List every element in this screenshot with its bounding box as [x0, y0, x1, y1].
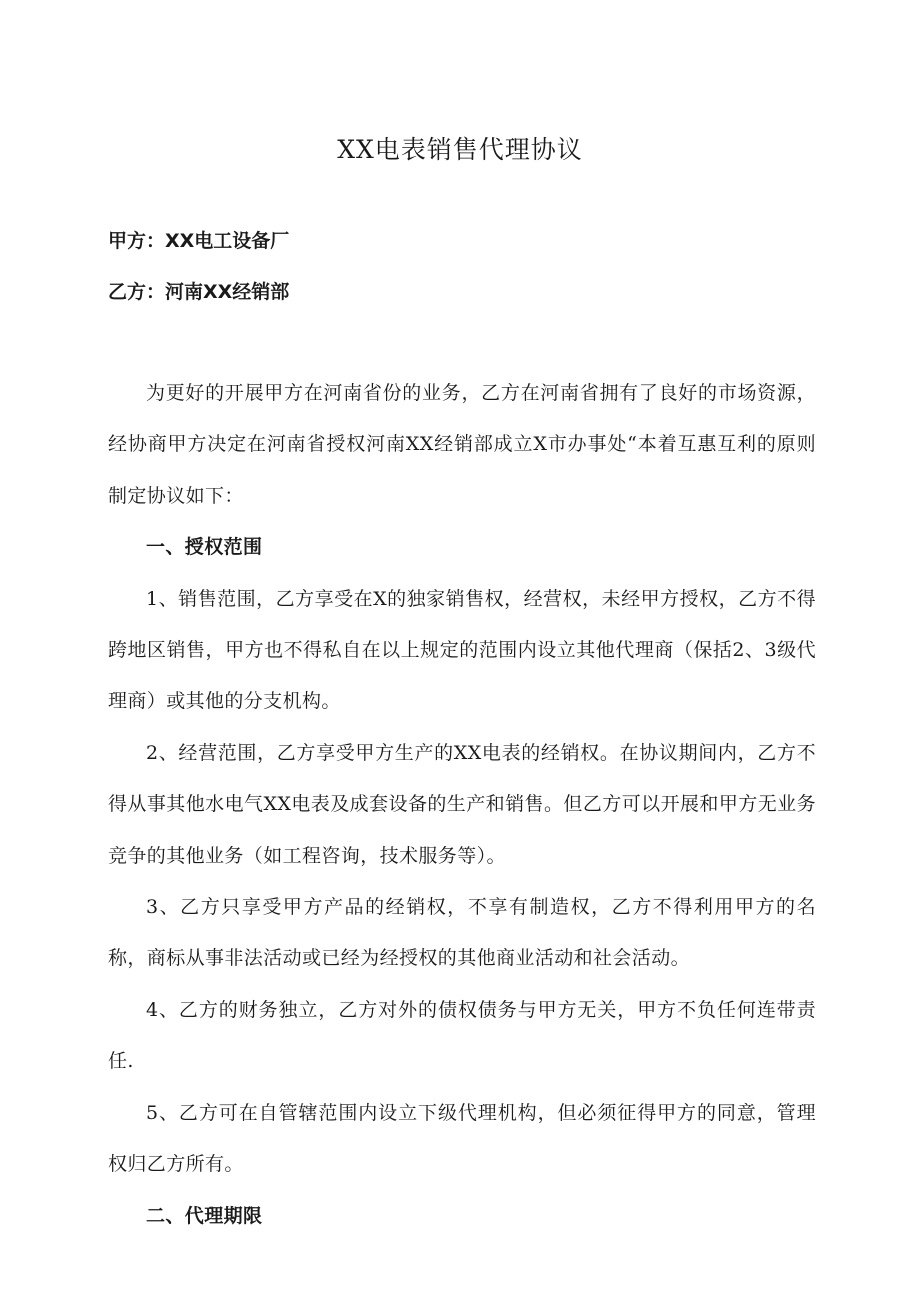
party-b: 乙方：河南XX经销部 — [108, 281, 290, 303]
section-heading-agency-term: 二、代理期限 — [146, 1204, 263, 1227]
intro-paragraph: 为更好的开展甲方在河南省份的业务，乙方在河南省拥有了良好的市场资源，经协商甲方决定在河南省授权河南XX经销部成立X市办事处“本着互惠互利的原则制定协议如下： — [108, 382, 816, 507]
clause-1: 1、销售范围，乙方享受在X的独家销售权，经营权，未经甲方授权，乙方不得跨地区销售，甲方也不得私自在以上规定的范围内设立其他代理商（保括2、3级代理商）或其他的分支机构。 — [108, 587, 816, 713]
document-title: XX电表销售代理协议 — [337, 135, 583, 164]
clause-5: 5、乙方可在自管辖范围内设立下级代理机构，但必须征得甲方的同意，管理权归乙方所有。 — [108, 1101, 816, 1176]
section-heading-authorization-scope: 一、授权范围 — [146, 536, 263, 559]
clause-4: 4、乙方的财务独立，乙方对外的债权债务与甲方无关，甲方不负任何连带责任. — [108, 998, 816, 1073]
clause-3: 3、乙方只享受甲方产品的经销权，不享有制造权，乙方不得利用甲方的名称，商标从事非法活动或已经为经授权的其他商业活动和社会活动。 — [108, 896, 816, 970]
party-a: 甲方：XX电工设备厂 — [108, 230, 290, 252]
clause-2: 2、经营范围，乙方享受甲方生产的XX电表的经销权。在协议期间内，乙方不得从事其他水电气XX电表及成套设备的生产和销售。但乙方可以开展和甲方无业务竞争的其他业务（如工程咨询，技术服务等）。 — [108, 741, 816, 867]
agreement-body — [108, 368, 816, 1242]
